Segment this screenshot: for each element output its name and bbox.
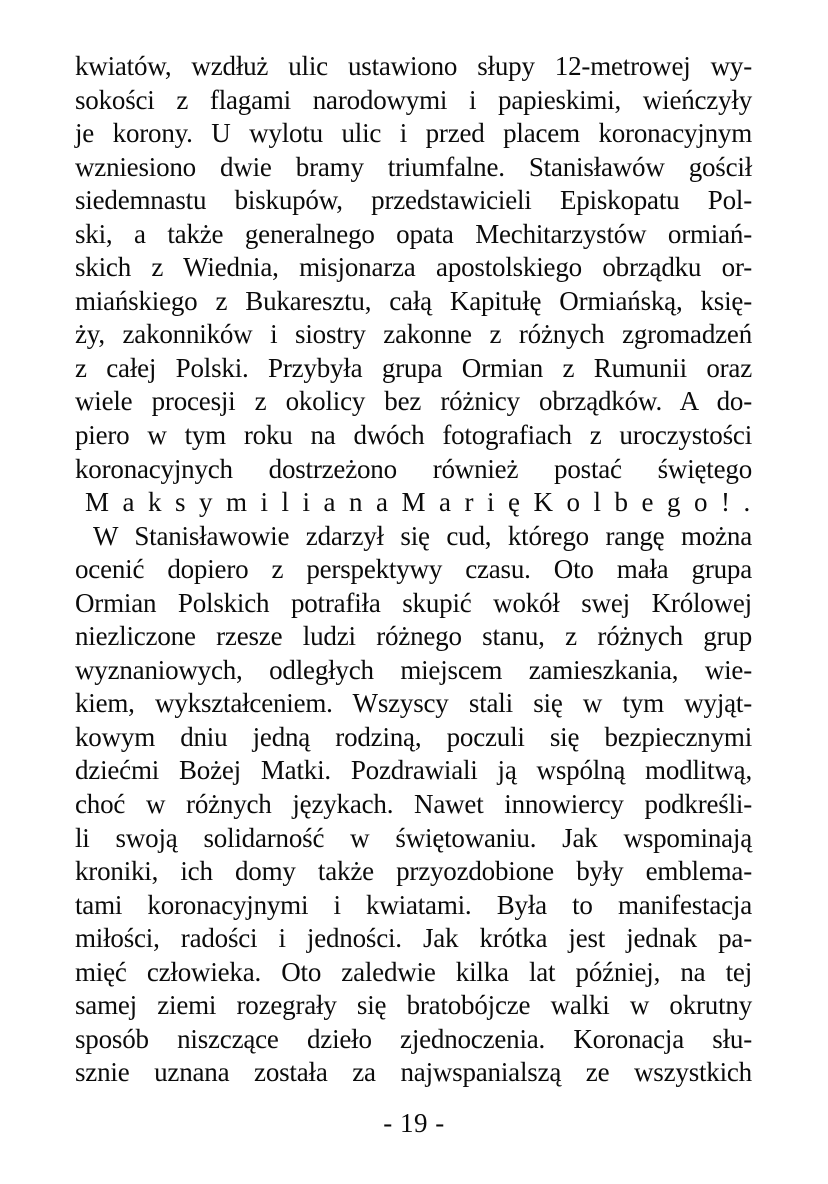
text-line: niezliczone rzesze ludzi różnego stanu, z różnych grup (75, 621, 752, 652)
text-line: kwiatów, wzdłuż ulic ustawiono słupy 12-metrowej wy- (75, 51, 752, 81)
text-line: mięć człowieka. Oto zaledwie kilka lat później, na tej (75, 956, 752, 987)
text-line: ocenić dopiero z perspektywy czasu. Oto mała grupa (75, 554, 752, 585)
text-line: sokości z flagami narodowymi i papieskimi, wieńczyły (75, 84, 752, 115)
text-line: piero w tym roku na dwóch fotografiach z uroczystości (75, 420, 752, 451)
text-line: samej ziemi rozegrały się bratobójcze walki w okrutny (75, 990, 752, 1021)
text-line: wzniesiono dwie bramy triumfalne. Stanisławów gościł (75, 151, 752, 182)
text-line: z całej Polski. Przybyła grupa Ormian z Rumunii oraz (75, 352, 752, 383)
text-line: sznie uznana została za najwspanialszą ze wszystkich (75, 1057, 752, 1088)
text-line: Ormian Polskich potrafiła skupić wokół swej Królowej (75, 587, 752, 618)
text-line: tami koronacyjnymi i kwiatami. Była to manifestacja (75, 889, 752, 920)
text-line: siedemnastu biskupów, przedstawicieli Episkopatu Pol- (75, 185, 752, 216)
body-text (75, 50, 752, 1090)
text-line: dziećmi Bożej Matki. Pozdrawiali ją wspólną modlitwą, (75, 755, 752, 786)
text-line: kiem, wykształceniem. Wszyscy stali się w tym wyjąt- (75, 688, 752, 719)
text-line: choć w różnych językach. Nawet innowiercy podkreśli- (75, 789, 752, 820)
text-line: li swoją solidarność w świętowaniu. Jak wspominają (75, 822, 752, 853)
text-line: miłości, radości i jedności. Jak krótka jest jednak pa- (75, 923, 752, 954)
text-line: sposób niszczące dzieło zjednoczenia. Koronacja słu- (75, 1023, 752, 1054)
text-line: ży, zakonników i siostry zakonne z różnych zgromadzeń (75, 319, 752, 350)
text-line: kroniki, ich domy także przyozdobione były emblema- (75, 856, 752, 887)
text-line: wiele procesji z okolicy bez różnicy obrządków. A do- (75, 386, 752, 417)
text-line: kowym dniu jedną rodziną, poczuli się bezpiecznymi (75, 721, 752, 752)
text-line: W Stanisławowie zdarzył się cud, którego rangę można (93, 520, 752, 551)
text-line: je korony. U wylotu ulic i przed placem koronacyjnym (75, 118, 752, 149)
text-line: wyznaniowych, odległych miejscem zamieszkania, wie- (75, 654, 752, 685)
text-line: ski, a także generalnego opata Mechitarzystów ormiań- (75, 218, 752, 249)
page-number: - 19 - (383, 1108, 445, 1138)
text-line: koronacyjnych dostrzeżono również postać świętego (75, 453, 752, 484)
text-line: skich z Wiednia, misjonarza apostolskiego obrządku or- (75, 252, 752, 283)
text-line: M a k s y m i l i a n a M a r i ę K o l b e g o ! . (85, 487, 750, 518)
text-line: miańskiego z Bukaresztu, całą Kapitułę Ormiańską, księ- (75, 285, 752, 316)
